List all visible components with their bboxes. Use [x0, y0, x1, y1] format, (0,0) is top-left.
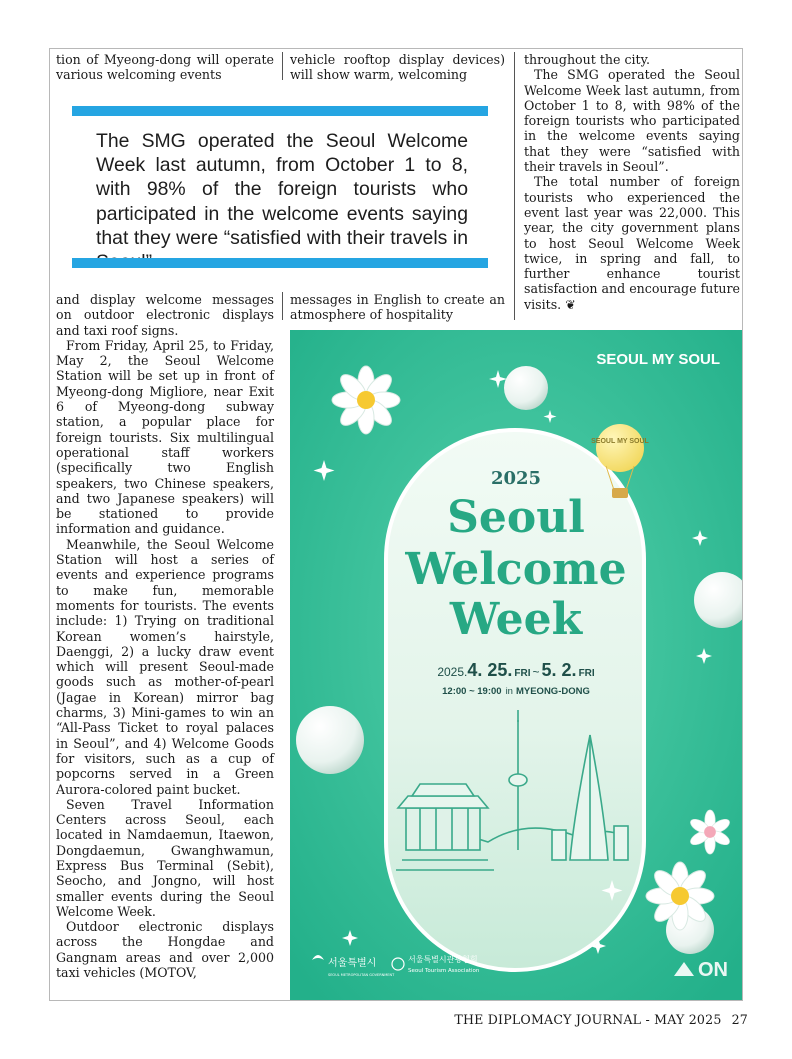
- seoul-welcome-week-poster: [290, 330, 742, 1000]
- end-mark-icon: ❦: [565, 296, 576, 312]
- column-divider: [514, 52, 515, 320]
- paragraph: Outdoor electronic displays across the Hongdae and Gangnam areas and over 2,000 taxi vehicles (MOTOV,: [56, 919, 274, 981]
- paragraph: throughout the city.: [524, 52, 651, 67]
- column-2-top: [290, 52, 505, 83]
- column-2-bottom-text: messages in English to create an atmosphere of hospitality: [290, 292, 505, 323]
- page-number: 27: [731, 1012, 748, 1027]
- daisy-flower-icon: [646, 862, 714, 930]
- poster-title-line-1: Seoul: [447, 492, 585, 543]
- poster-year: 2025: [490, 468, 542, 489]
- location-prefix: in: [505, 686, 513, 697]
- corner-logo-text: ON: [698, 959, 728, 981]
- date-start: 4. 25.: [467, 660, 513, 680]
- poster-title-line-2: Welcome: [405, 544, 627, 595]
- end-day: FRI: [578, 668, 595, 679]
- association-subtitle: Seoul Tourism Association: [408, 968, 480, 974]
- column-divider: [282, 292, 283, 320]
- paragraph: [524, 174, 740, 312]
- column-1-top-text: tion of Myeong-dong will operate various welcoming events: [56, 52, 274, 83]
- column-2-body: [290, 292, 505, 323]
- date-prefix: 2025.: [437, 665, 468, 679]
- column-1-top: [56, 52, 274, 83]
- journal-issue: THE DIPLOMACY JOURNAL - MAY 2025: [454, 1012, 722, 1027]
- pull-quote-top-bar: [72, 106, 488, 116]
- seoul-city-name: 서울특별시: [328, 958, 377, 969]
- date-end: 5. 2.: [541, 660, 577, 680]
- paragraph: Meanwhile, the Seoul Welcome Station will host a series of events and experience programs to make fun, memorable moments for tourists. The events include: 1) Trying on traditional Korean women’s hairstyle, Daenggi, 2) a lucky draw event which will present Seoul-made goods such as mother-of-pearl (Jagae in Korean) mirror bag charms, 3) Mini-games to win an “All-Pass Ticket to royal palaces in Seoul”, and 4) Welcome Goods for visitors, such as a cup of popcorns served in a Green Aurora-colored paint bucket.: [56, 536, 274, 797]
- association-name: 서울특별시관광협회: [408, 955, 478, 964]
- page-footer: [444, 1012, 748, 1027]
- pull-quote-text: The SMG operated the Seoul Welcome Week last autumn, from October 1 to 8, with 98% of the foreign tourists who participated in the welcome events saying that they were “satisfied with their travels in: [96, 130, 468, 249]
- column-3-body: [524, 52, 740, 312]
- start-day: FRI: [514, 668, 531, 679]
- poster-title-line-3: Week: [449, 594, 583, 645]
- paragraph: From Friday, April 25, to Friday, May 2, the Seoul Welcome Station will be set up in front of Myeong-dong Migliore, near Exit 6 of Myeong-dong subway station, a popular place for foreign tourists. Six multilingual operational staff workers (specifically two English speakers, two Chinese speakers, and two Japanese speakers) will be stationed to provide information and guidance.: [56, 337, 274, 537]
- event-location: MYEONG-DONG: [515, 686, 590, 697]
- event-time: 12:00 ~ 19:00: [442, 686, 502, 697]
- paragraph: The SMG operated the Seoul Welcome Week last autumn, from October 1 to 8, with 98% of the foreign tourists who participated in the welcome events saying that they were “satisfied with their travels in Seoul”.: [524, 67, 740, 175]
- paragraph-text: The total number of foreign tourists who experienced the event last year was 22,000. This year, the city government plans to host Seoul Welcome Week twice, in spring and fall, to further enhance tourist satisfaction and encourage future visits.: [524, 174, 740, 312]
- balloon-label: SEOUL MY SOUL: [591, 438, 649, 445]
- pull-quote-bottom-bar: [72, 258, 488, 268]
- pearl-ornament: [504, 366, 548, 410]
- column-2-top-text: vehicle rooftop display devices) will show warm, welcoming: [290, 52, 505, 83]
- column-divider: [282, 52, 283, 80]
- poster-time-location: [442, 686, 590, 697]
- poster-artwork: [290, 330, 742, 1000]
- seoul-my-soul-brand: SEOUL MY SOUL: [596, 351, 720, 368]
- pull-quote: [72, 106, 488, 268]
- daisy-flower-icon: [332, 366, 400, 434]
- paragraph: and display welcome messages on outdoor electronic displays and taxi roof signs.: [56, 292, 274, 338]
- column-1-body: [56, 292, 274, 980]
- pearl-ornament: [296, 706, 364, 774]
- date-separator: ~: [532, 665, 540, 679]
- seoul-city-subtitle: SEOUL METROPOLITAN GOVERNMENT: [328, 973, 395, 977]
- paragraph: Seven Travel Information Centers across Seoul, each located in Namdaemun, Itaewon, Dongdaemun, Gwanghwamun, Express Bus Terminal (Sebit), Seocho, and Jongno, will host smaller events during the Seoul Welcome Week.: [56, 796, 274, 919]
